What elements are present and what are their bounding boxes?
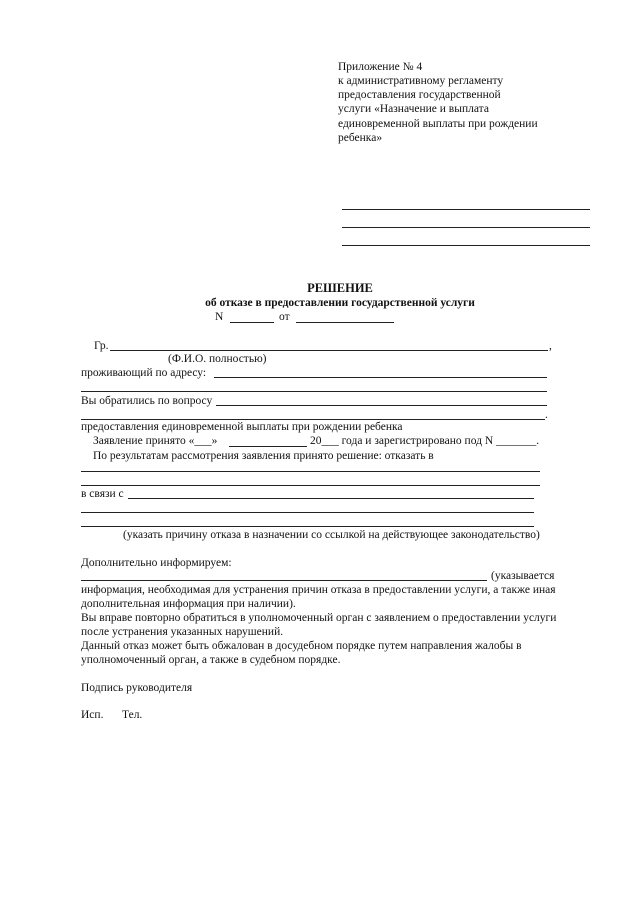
number-field[interactable] — [230, 322, 274, 323]
phone-label: Тел. — [122, 709, 143, 721]
citizen-trailing-comma: , — [549, 340, 552, 352]
appendix-line: к административному регламенту — [338, 75, 504, 87]
signature-label: Подпись руководителя — [81, 682, 193, 694]
document-subtitle: об отказе в предоставлении государственной услуги — [205, 297, 475, 309]
appendix-line: предоставления государственной — [338, 89, 501, 101]
decision-line: По результатам рассмотрения заявления принято решение: отказать в — [93, 450, 434, 462]
info-paragraph-3: Данный отказ может быть обжалован в досудебном порядке путем направления жалобы в уполномоченный орган, а также в судебном порядке. — [81, 640, 522, 666]
address-field[interactable] — [214, 377, 547, 378]
addressee-line[interactable] — [342, 227, 590, 228]
date-label: от — [279, 311, 290, 323]
document-title: РЕШЕНИЕ — [307, 281, 373, 295]
info-paragraph-2: Вы вправе повторно обратиться в уполномоченный орган с заявлением о предоставлении услуги после устранения указанных нарушений. — [81, 612, 557, 638]
date-field[interactable] — [296, 322, 394, 323]
question-trailing-dot: . — [545, 409, 548, 421]
appendix-line: услуги «Назначение и выплата — [338, 103, 489, 115]
application-date-field[interactable] — [229, 446, 307, 447]
reason-field-line3[interactable] — [81, 526, 534, 527]
reason-field[interactable] — [128, 498, 534, 499]
question-field[interactable] — [216, 405, 547, 406]
decision-field[interactable] — [81, 471, 540, 472]
info-first-line-tail: (указывается — [491, 570, 555, 582]
addressee-line[interactable] — [342, 209, 590, 210]
reason-label: в связи с — [81, 488, 124, 500]
info-header: Дополнительно информируем: — [81, 557, 232, 569]
reason-hint: (указать причину отказа в назначении со ссылкой на действующее законодательство) — [123, 529, 540, 541]
address-field-line2[interactable] — [81, 391, 547, 392]
number-label: N — [215, 311, 224, 323]
decision-field-line2[interactable] — [81, 485, 540, 486]
application-line-start: Заявление принято «___» — [93, 435, 218, 447]
appendix-line: ребенка» — [338, 132, 383, 144]
fio-hint: (Ф.И.О. полностью) — [168, 353, 267, 365]
reason-field-line2[interactable] — [81, 512, 534, 513]
info-paragraph-1: информация, необходимая для устранения причин отказа в предоставлении услуги, а также иная дополнительная информация при наличии). — [81, 584, 556, 610]
citizen-name-field[interactable] — [110, 350, 548, 351]
application-line-end: 20___ года и зарегистрировано под N _______. — [310, 435, 540, 447]
citizen-label: Гр. — [94, 340, 109, 352]
appendix-line: Приложение № 4 — [338, 61, 423, 73]
question-label: Вы обратились по вопросу — [81, 395, 213, 407]
info-field[interactable] — [81, 580, 487, 581]
appendix-line: единовременной выплаты при рождении — [338, 118, 538, 130]
addressee-line[interactable] — [342, 245, 590, 246]
address-label: проживающий по адресу: — [81, 367, 207, 379]
service-line: предоставления единовременной выплаты при рождении ребенка — [81, 421, 403, 433]
executor-label: Исп. — [81, 709, 104, 721]
